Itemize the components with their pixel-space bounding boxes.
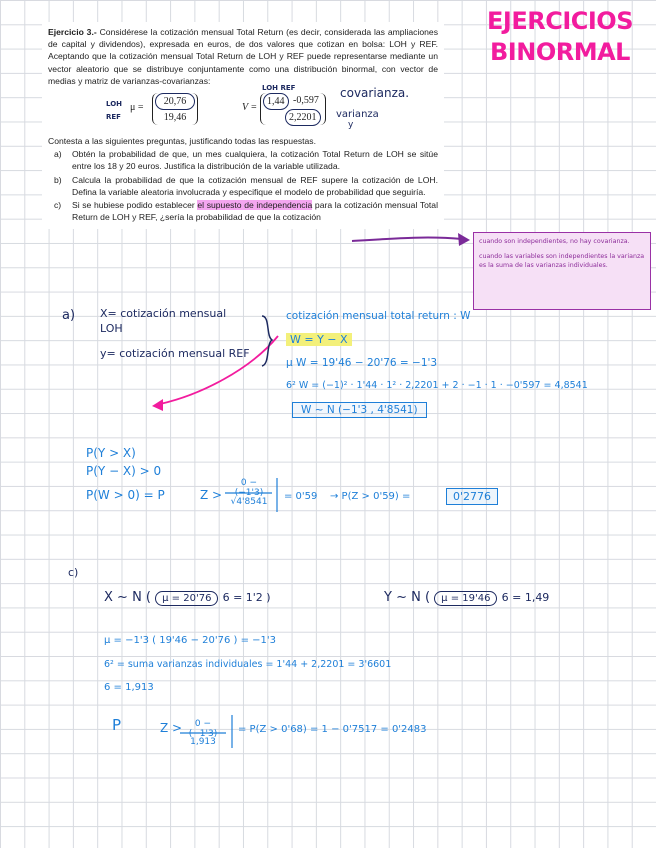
- y-dist-prefix: Y ~ N (: [384, 590, 431, 605]
- y-distribution: [384, 590, 549, 605]
- y-definition: y= cotización mensual REF: [100, 347, 250, 360]
- prob-step-1: P(Y > X): [86, 446, 136, 460]
- note-line: cuando son independientes, no hay covarianza.: [479, 238, 630, 245]
- z-symbol: Z >: [200, 488, 223, 502]
- varianza-note: varianza: [336, 109, 379, 121]
- column-tags: LOH REF: [262, 84, 296, 93]
- variance-line: 6² = suma varianzas individuales = 1'44 + 2,2201 = 3'6601: [104, 659, 392, 670]
- v-value: 1,44: [263, 93, 289, 110]
- x-distribution: [104, 590, 271, 605]
- mu-symbol: μ =: [130, 102, 144, 114]
- question-text: Si se hubiese podido establecer: [72, 200, 198, 211]
- row-label-ref: REF: [106, 113, 121, 122]
- part-a-label: a): [62, 308, 76, 323]
- prob-step-3: P(W > 0) = P: [86, 488, 165, 502]
- x-definition: X= cotización mensual LOH: [100, 307, 227, 335]
- v-value: 2,2201: [285, 109, 321, 126]
- arrowhead: [458, 233, 470, 246]
- question-text: Calcula la probabilidad de que la cotización mensual de REF supere la cotización de LOH. Defina la variable aleatoria involucrada y especifique el modelo de probabilidad que seguiría.: [72, 174, 438, 197]
- prob-c-left: P: [112, 716, 122, 734]
- question-text: Obtén la probabilidad de que, un mes cualquiera, la cotización Total Return de LOH se sitúe entre los 18 y 20 euros. Justifica la distribución de la variable utilizada.: [72, 149, 438, 172]
- row-label-loh: LOH: [106, 100, 123, 109]
- fraction-denominator: √4'8541: [230, 497, 268, 507]
- z-symbol: Z >: [160, 721, 183, 735]
- prob-step-2: P(Y − X) > 0: [86, 464, 162, 478]
- questions-intro: Contesta a las siguientes preguntas, justificando todas las respuestas.: [48, 136, 316, 147]
- z-value: = 0'59: [284, 491, 318, 502]
- arrow-to-note: [352, 238, 462, 241]
- mu-w: μ W = 19'46 − 20'76 = −1'3: [286, 357, 438, 369]
- y-mean: μ = 19'46: [434, 591, 497, 606]
- highlighted-independence: el supuesto de independencia: [197, 200, 313, 211]
- question-label: a): [54, 149, 62, 160]
- w-equation: W = Y − X: [286, 333, 352, 346]
- w-distribution: W ~ N (−1'3 , 4'8541): [292, 402, 427, 418]
- y-note: y: [348, 120, 354, 131]
- fraction-numerator: 0 − (−1'3): [188, 719, 218, 739]
- title-line: EJERCICIOS: [487, 7, 633, 35]
- mu-line: μ = −1'3 ( 19'46 − 20'76 ) = −1'3: [104, 635, 277, 646]
- x-dist-prefix: X ~ N (: [104, 590, 151, 605]
- exercise-intro-text: Considérese la cotización mensual Total Return (es decir, considerada las ampliaciones de capital y dividendos), expresada en euros, de dos valores que cotizan en bolsa: LOH y REF. Aceptando que la cotización mensual Total Return de LOH y REF puede representarse mediante un vector aleatorio que se distribuye conjuntamente como una distribución binormal, con vector de medias y matriz de varianzas-covarianzas:: [48, 27, 438, 86]
- mu-value: 20,76: [155, 93, 195, 110]
- mu-value: 19,46: [163, 112, 187, 124]
- question-text-after: para la cotización mensual Total Return de LOH y REF, ¿sería la probabilidad de que la cotización: [72, 200, 438, 223]
- w-definition: cotización mensual total return : W: [286, 310, 471, 322]
- question-label: c): [54, 200, 62, 211]
- brace: [262, 316, 272, 366]
- note-line: cuando las variables son independientes la varianza es la suma de las varianzas individuales.: [479, 253, 645, 270]
- exercise-label: Ejercicio 3.-: [48, 27, 97, 37]
- question-label: b): [54, 174, 62, 185]
- result-a: 0'2776: [446, 488, 498, 505]
- prob-step-4: → P(Z > 0'59) =: [330, 491, 411, 502]
- prob-c-result: = P(Z > 0'68) = 1 − 0'7517 = 0'2483: [238, 724, 427, 735]
- v-symbol: V =: [242, 102, 258, 114]
- v-value: -0,597: [293, 95, 319, 107]
- fraction-denominator: 1,913: [190, 737, 216, 747]
- part-c-label: c): [68, 566, 79, 579]
- x-mean: μ = 20'76: [155, 591, 218, 606]
- sd-line: 6 = 1,913: [104, 682, 154, 693]
- x-sigma: 6 = 1'2 ): [222, 591, 271, 604]
- arrowhead: [152, 399, 163, 411]
- sigma-w: 6² W = (−1)² · 1'44 · 1² · 2,2201 + 2 · −1 · 1 · −0'597 = 4,8541: [286, 380, 588, 391]
- covarianza-note: covarianza.: [340, 86, 410, 101]
- fraction-numerator: 0 − (−1'3): [234, 478, 264, 498]
- y-sigma: 6 = 1,49: [501, 591, 550, 604]
- title-line: BINORMAL: [490, 38, 630, 66]
